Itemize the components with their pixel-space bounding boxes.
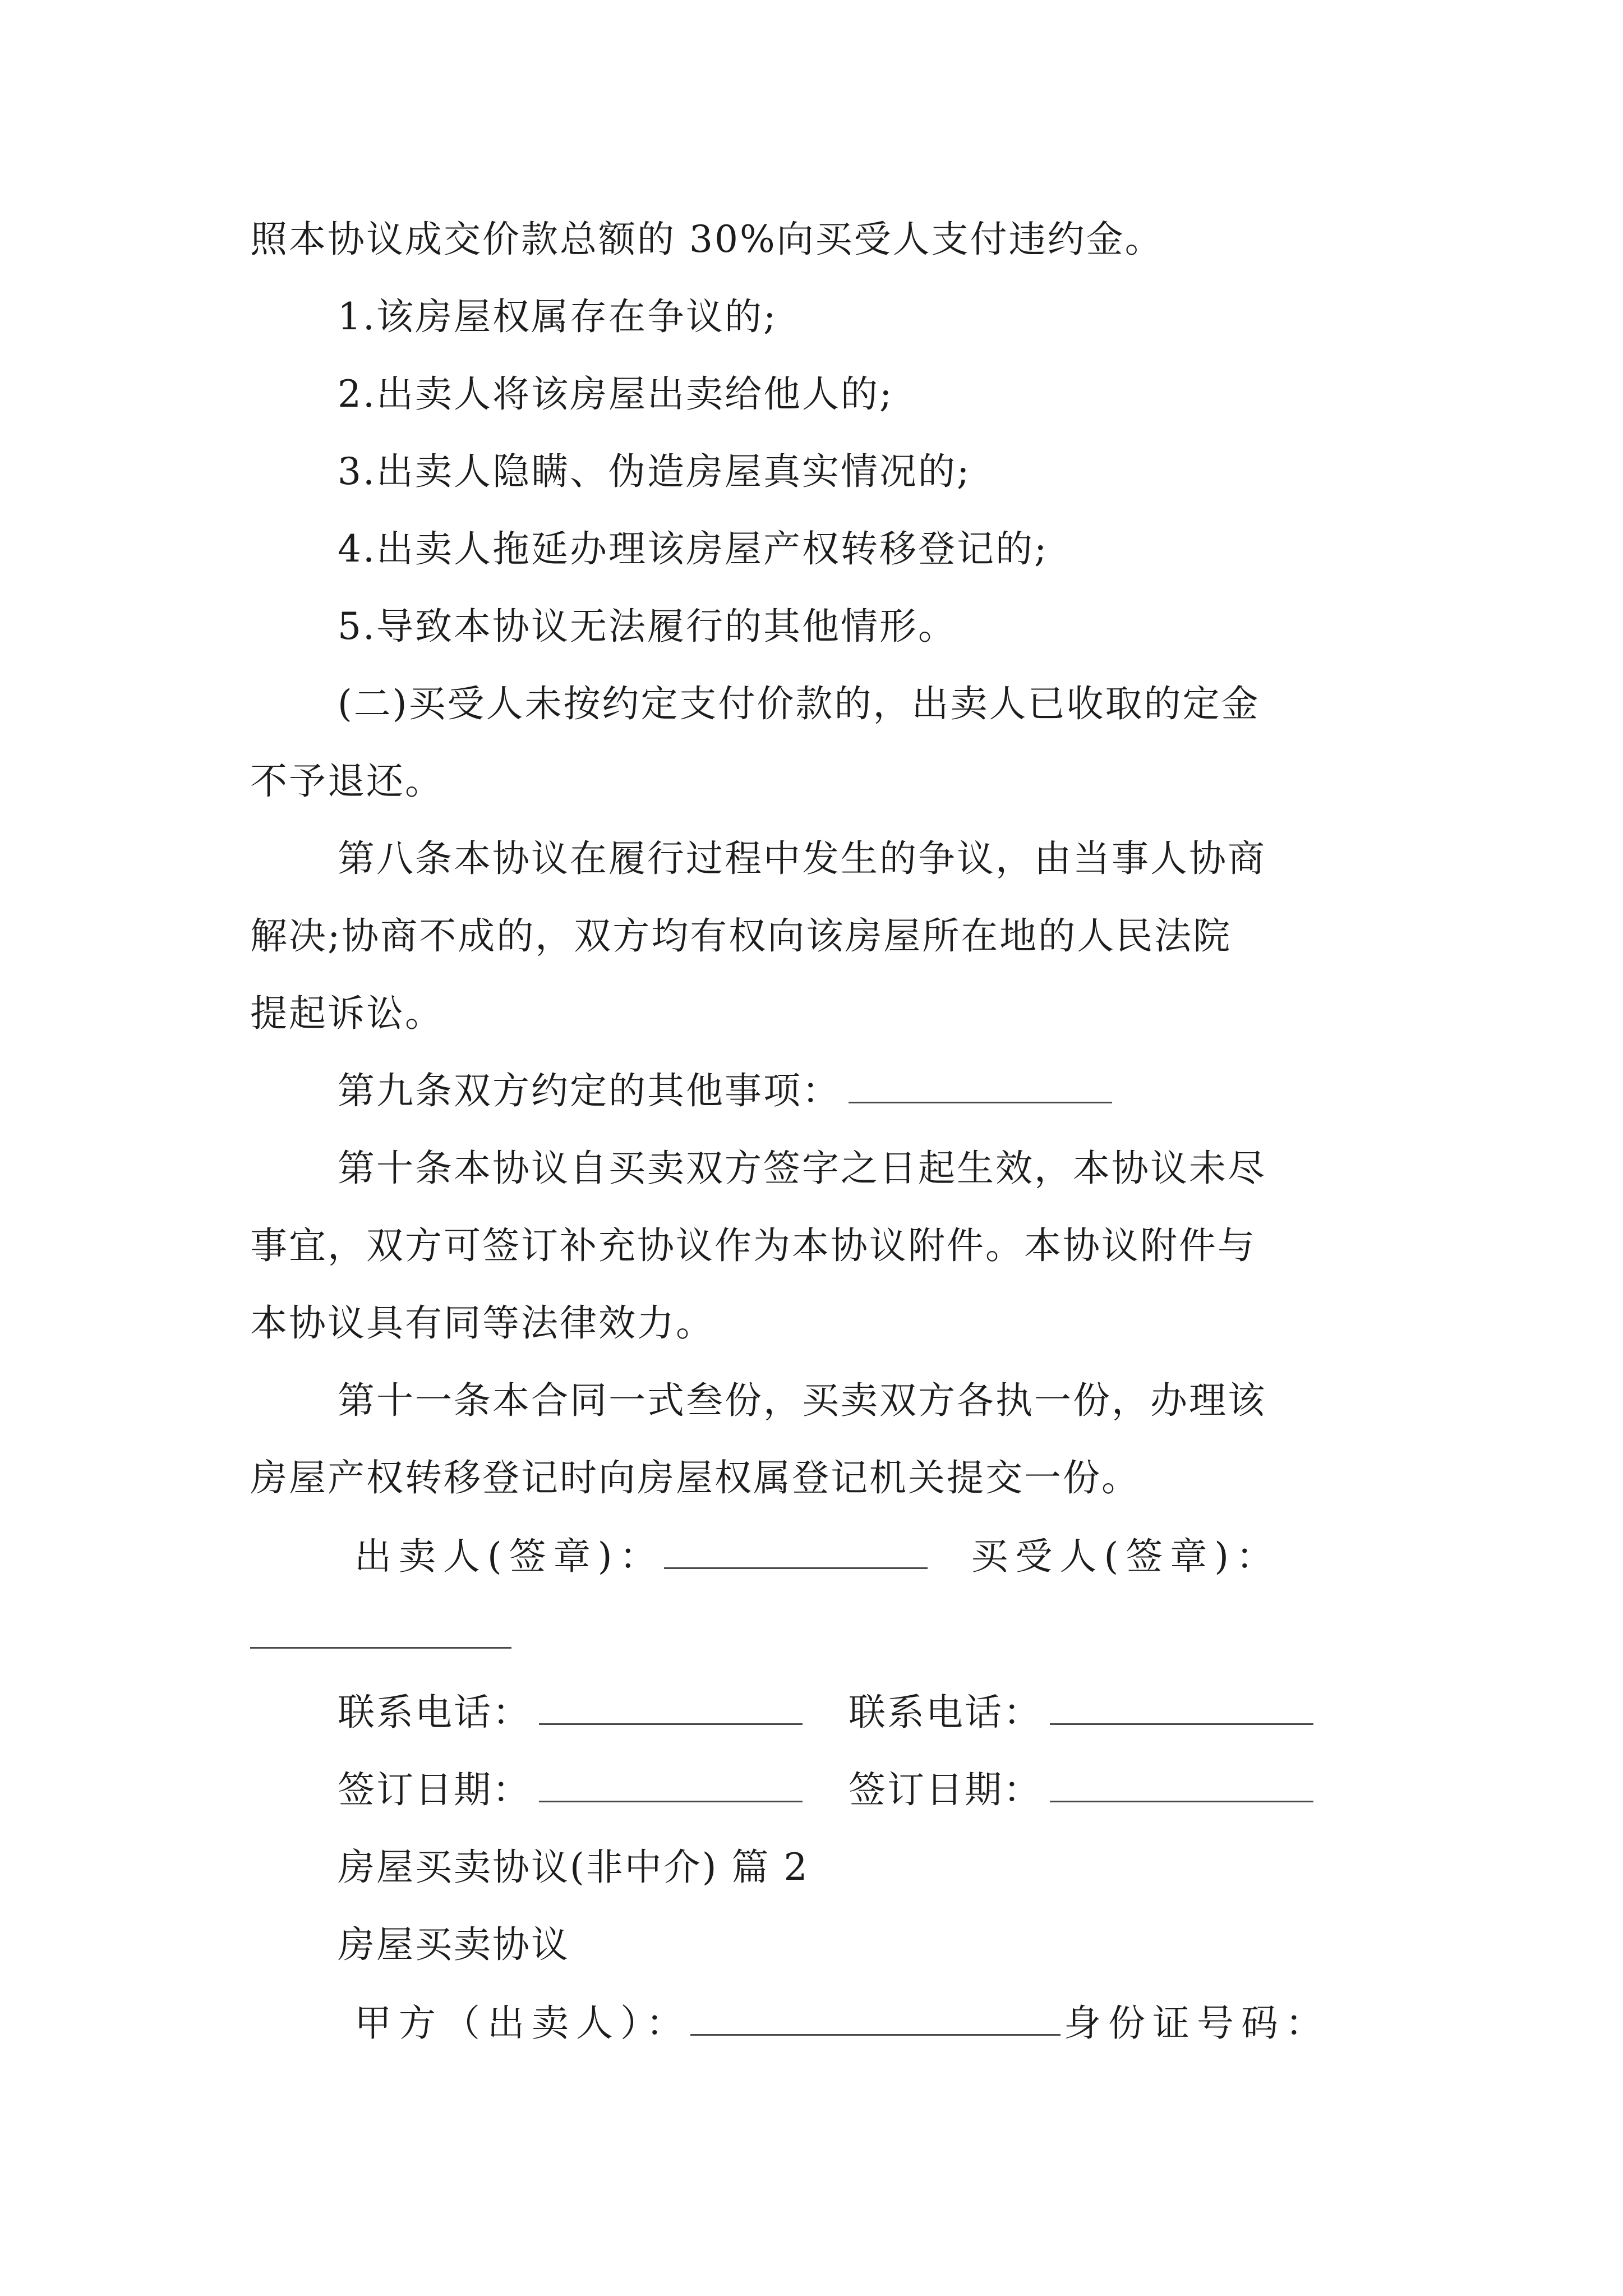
- party-a-label: 甲方（出卖人）：: [354, 2001, 690, 2045]
- paragraph-line: 第十一条本合同一式叁份，买卖双方各执一份，办理该: [338, 1379, 1266, 1422]
- paragraph-line: (二)买受人未按约定支付价款的，出卖人已收取的定金: [338, 682, 1260, 725]
- list-item: 4.出卖人拖延办理该房屋产权转移登记的;: [338, 527, 1049, 570]
- paragraph-line: 照本协议成交价款总额的 30%向买受人支付违约金。: [250, 218, 1164, 261]
- buyer-phone-blank[interactable]: [1050, 1691, 1313, 1725]
- phone-row: [338, 1687, 1313, 1738]
- other-matters-label: 第九条双方约定的其他事项：: [338, 1069, 841, 1112]
- id-number-label: 身份证号码：: [1064, 2001, 1330, 2045]
- party-a-line: [354, 1998, 1330, 2049]
- date-label: 签订日期：: [849, 1768, 1042, 1811]
- seller-sign-label: 出卖人(签章)：: [354, 1535, 664, 1578]
- buyer-sign-blank[interactable]: [250, 1647, 511, 1649]
- phone-label: 联系电话：: [849, 1691, 1042, 1734]
- list-item: 5.导致本协议无法履行的其他情形。: [338, 605, 957, 648]
- paragraph-line: 事宜，双方可签订补充协议作为本协议附件。本协议附件与: [250, 1224, 1256, 1267]
- seller-phone-blank[interactable]: [539, 1691, 803, 1725]
- signature-line: [354, 1531, 1280, 1582]
- seller-sign-blank[interactable]: [664, 1535, 928, 1569]
- list-item: 1.该房屋权属存在争议的;: [338, 295, 778, 338]
- paragraph-line: 解决;协商不成的，双方均有权向该房屋所在地的人民法院: [250, 914, 1232, 958]
- paragraph-line: 房屋产权转移登记时向房屋权属登记机关提交一份。: [250, 1456, 1140, 1499]
- paragraph-line: 第十条本协议自买卖双方签字之日起生效，本协议未尽: [338, 1147, 1266, 1190]
- buyer-sign-label: 买受人(签章)：: [971, 1535, 1280, 1578]
- phone-label: 联系电话：: [338, 1691, 531, 1734]
- date-label: 签订日期：: [338, 1768, 531, 1811]
- paragraph-line: 不予退还。: [250, 760, 444, 803]
- paragraph-line: 提起诉讼。: [250, 992, 444, 1035]
- seller-date-blank[interactable]: [539, 1768, 803, 1802]
- party-a-blank[interactable]: [690, 2001, 1061, 2036]
- other-matters-line: [338, 1066, 1112, 1116]
- other-matters-blank[interactable]: [849, 1069, 1112, 1103]
- document-title: 房屋买卖协议: [338, 1923, 570, 1966]
- list-item: 2.出卖人将该房屋出卖给他人的;: [338, 372, 894, 416]
- buyer-date-blank[interactable]: [1050, 1768, 1313, 1802]
- section-title: 房屋买卖协议(非中介) 篇 2: [338, 1846, 809, 1889]
- paragraph-line: 第八条本协议在履行过程中发生的争议，由当事人协商: [338, 837, 1266, 880]
- date-row: [338, 1765, 1313, 1815]
- paragraph-line: 本协议具有同等法律效力。: [250, 1301, 714, 1345]
- list-item: 3.出卖人隐瞒、伪造房屋真实情况的;: [338, 450, 971, 493]
